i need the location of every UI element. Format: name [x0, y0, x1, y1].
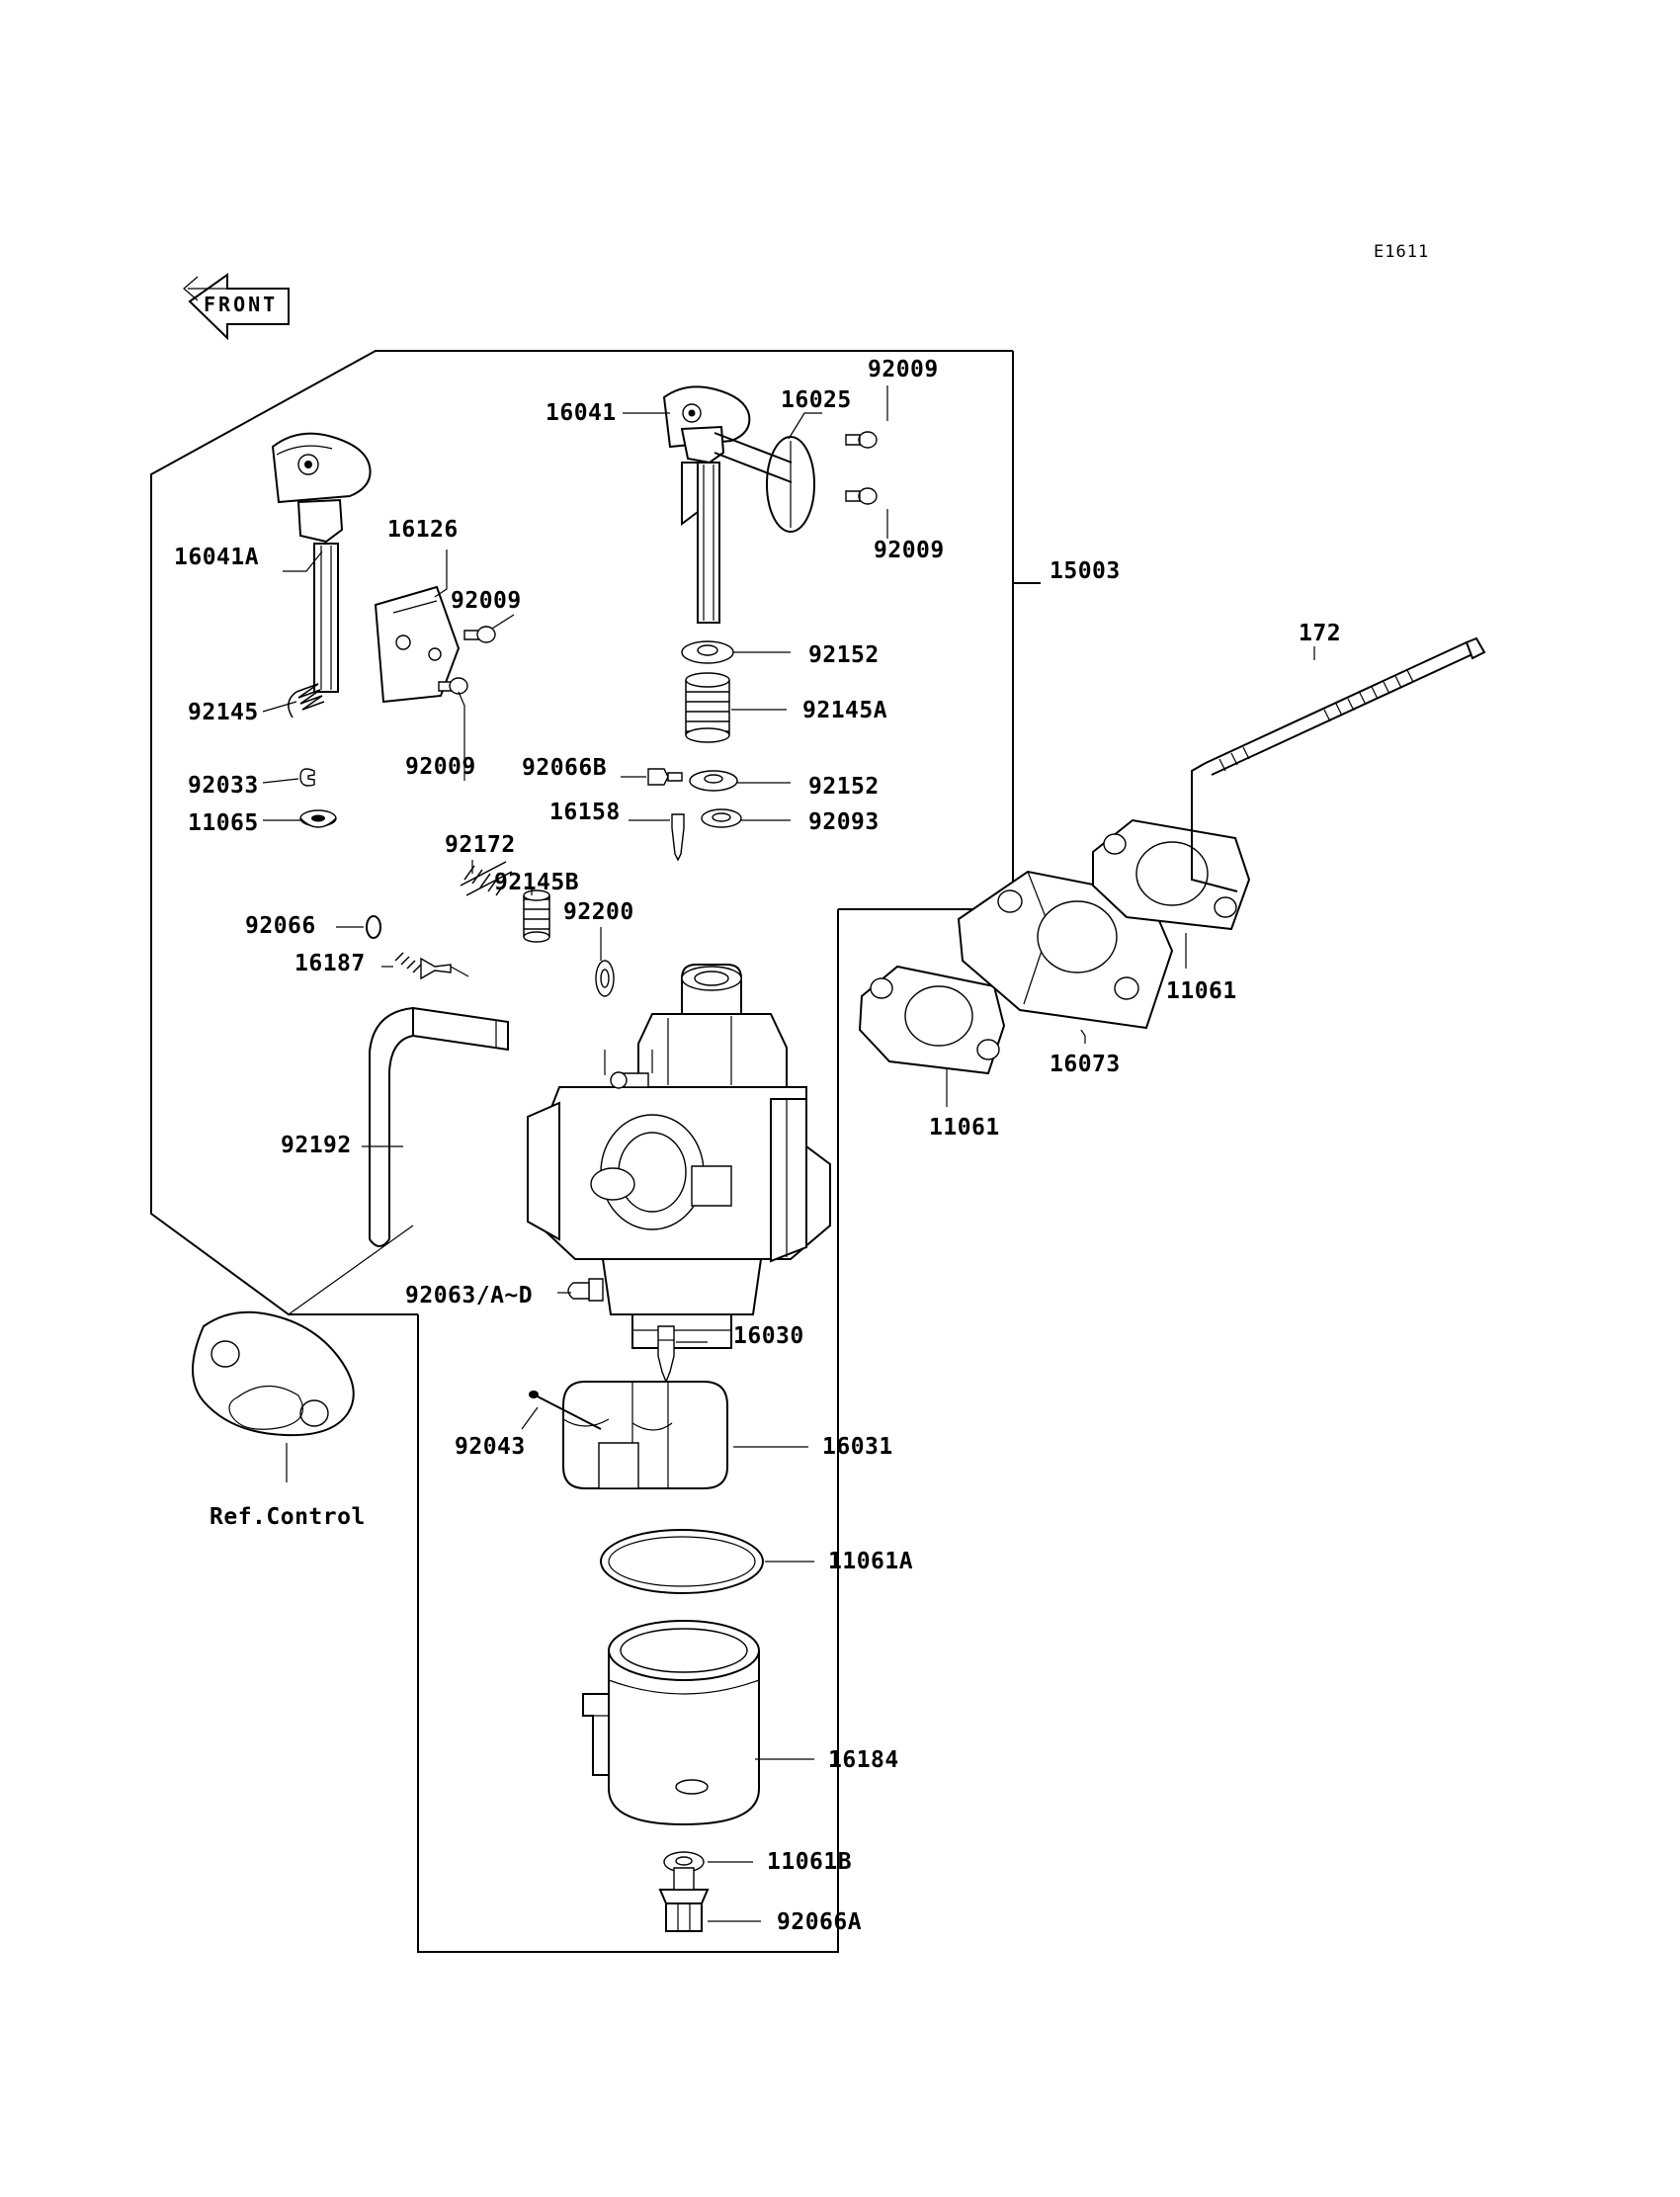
part-92200: [596, 961, 614, 996]
label-16187: 16187: [294, 951, 366, 976]
label-92066A: 92066A: [777, 1909, 863, 1935]
part-16025: [714, 433, 814, 532]
label-92066: 92066: [245, 913, 316, 939]
label-92172: 92172: [445, 832, 516, 858]
label-92093: 92093: [808, 809, 880, 835]
label-16030: 16030: [733, 1323, 804, 1349]
part-92009-top2: [846, 488, 877, 504]
front-arrow-label: FRONT: [204, 293, 279, 316]
label-11061A: 11061A: [828, 1549, 914, 1574]
part-11061-center: [860, 967, 1004, 1073]
label-ref-control: Ref.Control: [210, 1504, 366, 1530]
part-92145A: [686, 673, 729, 742]
label-11061-right: 11061: [1166, 978, 1237, 1004]
label-92063: 92063/A~D: [405, 1283, 534, 1309]
part-92066B: [648, 769, 682, 785]
part-16158: [672, 814, 684, 860]
label-92152-a: 92152: [808, 642, 880, 668]
label-92192: 92192: [281, 1133, 352, 1158]
part-92033: [300, 769, 314, 786]
part-92192: [370, 1008, 508, 1246]
part-92093: [702, 809, 741, 827]
part-92009-bracket-a: [464, 627, 495, 642]
label-92009-a: 92009: [868, 357, 939, 382]
label-16041A: 16041A: [174, 545, 260, 570]
part-11065: [300, 810, 336, 827]
label-92009-b: 92009: [874, 538, 945, 563]
part-92009-top: [846, 432, 877, 448]
label-16184: 16184: [828, 1747, 899, 1773]
part-92145B: [524, 890, 549, 942]
label-92152-b: 92152: [808, 774, 880, 800]
label-92145A: 92145A: [802, 698, 888, 723]
label-92145: 92145: [188, 700, 259, 725]
part-92063: [568, 1279, 603, 1301]
label-172: 172: [1299, 621, 1342, 646]
label-92145B: 92145B: [494, 870, 580, 895]
part-16041A: [273, 434, 371, 692]
label-11061-center: 11061: [929, 1115, 1000, 1141]
part-16184: [583, 1621, 759, 1824]
label-92033: 92033: [188, 773, 259, 799]
part-92152-lower: [690, 771, 737, 791]
label-92200: 92200: [563, 899, 634, 925]
part-16187: [395, 953, 468, 978]
part-16031: [563, 1382, 727, 1488]
part-16030: [658, 1326, 674, 1382]
part-92066A: [660, 1868, 708, 1931]
label-11065: 11065: [188, 810, 259, 836]
label-16073: 16073: [1050, 1052, 1121, 1077]
label-11061B: 11061B: [767, 1849, 853, 1875]
part-11061A: [601, 1530, 763, 1593]
ref-control-gasket: [193, 1312, 354, 1435]
part-92152-upper: [682, 641, 733, 663]
label-16126: 16126: [387, 517, 459, 543]
label-16025: 16025: [781, 387, 852, 413]
label-15003: 15003: [1050, 558, 1121, 584]
label-16041: 16041: [546, 400, 617, 426]
label-16031: 16031: [822, 1434, 893, 1460]
part-92066: [367, 916, 380, 938]
label-16158: 16158: [549, 800, 621, 825]
label-92009-d: 92009: [405, 754, 476, 780]
label-92009-c: 92009: [451, 588, 522, 614]
drawing-number: E1611: [1374, 242, 1430, 262]
label-92043: 92043: [455, 1434, 526, 1460]
part-16041: [664, 386, 749, 623]
label-92066B: 92066B: [522, 755, 608, 781]
